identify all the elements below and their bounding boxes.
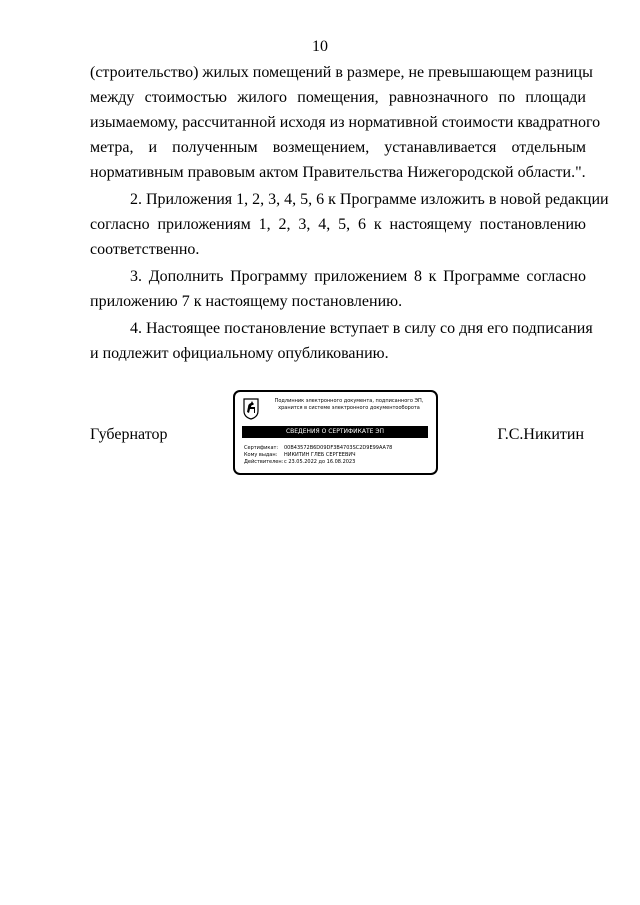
signatory-position: Губернатор [90, 426, 168, 443]
text-line: между стоимостью жилого помещения, равнозначного по площади [90, 89, 586, 106]
stamp-banner: СВЕДЕНИЯ О СЕРТИФИКАТЕ ЭП [242, 426, 428, 438]
issued-to-label: Кому выдан: [244, 452, 278, 458]
text-line: 3. Дополнить Программу приложением 8 к Программе согласно [130, 268, 586, 285]
coat-of-arms-icon [243, 398, 259, 420]
page-number: 10 [312, 38, 328, 55]
validity-value: с 23.05.2022 до 16.08.2023 [284, 459, 356, 465]
text-line: изымаемому, рассчитанной исходя из нормативной стоимости квадратного [90, 114, 601, 131]
electronic-signature-stamp [233, 390, 438, 475]
text-line: 2. Приложения 1, 2, 3, 4, 5, 6 к Программе изложить в новой редакции [130, 191, 609, 208]
signatory-name: Г.С.Никитин [497, 426, 584, 443]
text-line: соответственно. [90, 241, 200, 258]
text-line: 4. Настоящее постановление вступает в силу со дня его подписания [130, 320, 593, 337]
stamp-header-line: Подлинник электронного документа, подписанного ЭП, [274, 398, 424, 404]
text-line: и подлежит официальному опубликованию. [90, 345, 389, 362]
certificate-row [244, 445, 392, 452]
issued-to-row [244, 452, 356, 459]
issued-to-value: НИКИТИН ГЛЕБ СЕРГЕЕВИЧ [284, 452, 356, 458]
stamp-header-line: хранится в системе электронного документооборота [278, 405, 420, 411]
validity-label: Действителен: [244, 459, 284, 465]
text-line: согласно приложениям 1, 2, 3, 4, 5, 6 к настоящему постановлению [90, 216, 586, 233]
text-line: (строительство) жилых помещений в размере, не превышающем разницы [90, 64, 593, 81]
text-line: метра, и полученным возмещением, устанавливается отдельным [90, 139, 586, 156]
validity-row [244, 459, 355, 466]
text-line: нормативным правовым актом Правительства Нижегородской области.". [90, 164, 586, 181]
text-line: приложению 7 к настоящему постановлению. [90, 293, 403, 310]
stamp-header [263, 398, 435, 412]
certificate-label: Сертификат: [244, 445, 279, 451]
certificate-value: 00B43572B6D09DF3B4703SC2D9E99AA78 [284, 445, 393, 451]
